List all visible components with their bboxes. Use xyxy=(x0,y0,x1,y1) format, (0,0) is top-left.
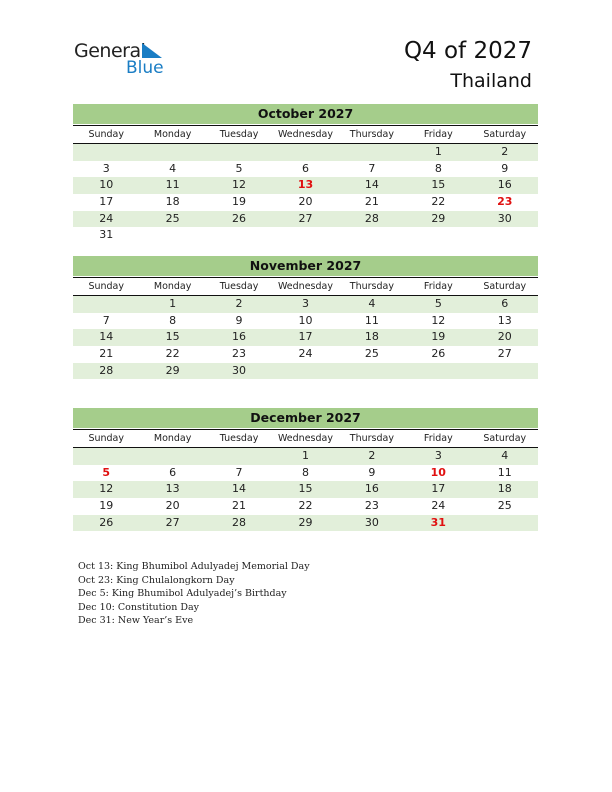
date-cell: 15 xyxy=(431,178,446,192)
date-cell: 18 xyxy=(364,330,379,344)
date-cell xyxy=(206,448,272,465)
day-name: Thursday xyxy=(349,433,394,444)
date-cell xyxy=(472,515,538,532)
date-cell: 12 xyxy=(232,178,247,192)
date-cell: 9 xyxy=(501,161,509,175)
date-cell: 17 xyxy=(99,195,114,209)
date-cell: 1 xyxy=(301,449,309,462)
date-cell: 20 xyxy=(497,330,512,344)
month-calendar xyxy=(73,408,538,531)
date-cell: 7 xyxy=(368,161,376,175)
day-name: Sunday xyxy=(88,129,124,140)
date-cell xyxy=(139,448,205,465)
date-cell xyxy=(206,227,272,244)
date-cell: 28 xyxy=(232,515,247,529)
date-cell xyxy=(272,144,338,161)
week-row xyxy=(73,498,538,515)
country: Thailand xyxy=(450,70,532,92)
day-names-row xyxy=(73,277,538,296)
date-cell: 25 xyxy=(497,499,512,513)
date-cell xyxy=(272,363,338,380)
holiday-note: Oct 13: King Bhumibol Adulyadej Memorial Day xyxy=(78,561,310,572)
date-cell: 29 xyxy=(431,211,446,225)
date-cell: 6 xyxy=(301,161,309,175)
week-row xyxy=(73,296,538,313)
date-cell: 4 xyxy=(169,161,177,175)
logo-general: General xyxy=(74,40,146,62)
date-cell: 19 xyxy=(99,499,114,513)
holiday-note: Dec 5: King Bhumibol Adulyadej’s Birthday xyxy=(78,588,287,599)
date-cell: 4 xyxy=(368,297,376,310)
date-cell xyxy=(139,227,205,244)
date-cell: 28 xyxy=(99,363,114,377)
day-name: Saturday xyxy=(483,433,527,444)
date-cell xyxy=(206,144,272,161)
holiday-date: 13 xyxy=(297,178,314,192)
week-row xyxy=(73,144,538,161)
week-row xyxy=(73,211,538,228)
date-cell xyxy=(73,144,139,161)
week-row xyxy=(73,227,538,244)
date-cell: 19 xyxy=(232,195,247,209)
date-cell: 2 xyxy=(235,297,243,310)
date-cell: 5 xyxy=(434,297,442,310)
logo xyxy=(74,40,164,78)
week-row xyxy=(73,481,538,498)
date-cell: 5 xyxy=(235,161,243,175)
date-cell xyxy=(339,363,405,380)
date-cell: 2 xyxy=(368,449,376,462)
day-name: Thursday xyxy=(349,281,394,292)
date-cell: 12 xyxy=(99,482,114,496)
date-cell: 17 xyxy=(298,330,313,344)
date-cell: 31 xyxy=(99,228,114,242)
date-cell: 13 xyxy=(497,313,512,327)
date-cell: 16 xyxy=(232,330,247,344)
day-names-row xyxy=(73,429,538,448)
week-row xyxy=(73,194,538,211)
week-row xyxy=(73,161,538,178)
day-name: Wednesday xyxy=(277,433,333,444)
month-calendar xyxy=(73,104,538,244)
day-name: Saturday xyxy=(483,129,527,140)
day-name: Tuesday xyxy=(219,433,259,444)
date-cell: 12 xyxy=(431,313,446,327)
date-cell: 24 xyxy=(431,499,446,513)
date-cell: 13 xyxy=(165,482,180,496)
date-cell: 7 xyxy=(235,465,243,479)
date-cell: 15 xyxy=(298,482,313,496)
week-row xyxy=(73,313,538,330)
date-cell: 7 xyxy=(102,313,110,327)
date-cell xyxy=(139,144,205,161)
week-row xyxy=(73,515,538,532)
holiday-note: Dec 31: New Year’s Eve xyxy=(78,615,194,626)
date-cell: 21 xyxy=(364,195,379,209)
date-cell: 9 xyxy=(235,313,243,327)
date-cell: 19 xyxy=(431,330,446,344)
date-cell xyxy=(73,448,139,465)
date-cell: 11 xyxy=(364,313,379,327)
date-cell: 2 xyxy=(501,145,509,158)
date-cell: 8 xyxy=(301,465,309,479)
date-cell: 21 xyxy=(99,347,114,361)
date-cell xyxy=(339,144,405,161)
week-row xyxy=(73,465,538,482)
date-cell: 24 xyxy=(298,347,313,361)
holiday-note: Dec 10: Constitution Day xyxy=(78,601,200,613)
date-cell xyxy=(472,227,538,244)
day-name: Friday xyxy=(423,281,453,292)
date-cell: 1 xyxy=(434,145,442,158)
date-cell: 6 xyxy=(501,297,509,310)
date-cell: 1 xyxy=(169,297,177,310)
date-cell xyxy=(73,296,139,313)
logo-blue: Blue xyxy=(126,58,164,78)
day-name: Tuesday xyxy=(219,281,259,292)
holiday-date: 23 xyxy=(497,195,513,209)
date-cell: 14 xyxy=(364,178,379,192)
date-cell: 3 xyxy=(434,449,442,462)
day-name: Thursday xyxy=(349,129,394,140)
month-calendar xyxy=(73,256,538,379)
date-cell xyxy=(405,227,471,244)
date-cell: 11 xyxy=(497,465,512,479)
month-title: December 2027 xyxy=(73,408,538,428)
day-name: Tuesday xyxy=(219,129,259,140)
date-cell: 30 xyxy=(232,363,247,377)
week-row xyxy=(73,346,538,363)
week-row xyxy=(73,448,538,465)
date-cell: 24 xyxy=(99,211,114,225)
day-name: Saturday xyxy=(483,281,527,292)
date-cell: 14 xyxy=(232,482,247,496)
logo-triangle-icon xyxy=(142,43,162,58)
date-cell xyxy=(405,363,471,380)
week-row xyxy=(73,177,538,194)
date-cell: 30 xyxy=(497,211,512,225)
date-cell: 3 xyxy=(301,297,309,310)
holiday-notes xyxy=(78,560,310,628)
date-cell: 22 xyxy=(431,195,446,209)
week-row xyxy=(73,329,538,346)
month-title: November 2027 xyxy=(73,256,538,276)
date-cell xyxy=(272,227,338,244)
date-cell: 23 xyxy=(232,347,247,361)
day-name: Monday xyxy=(153,129,192,140)
date-cell: 23 xyxy=(364,499,379,513)
holiday-date: 5 xyxy=(102,465,111,479)
date-cell: 11 xyxy=(165,178,180,192)
date-cell: 4 xyxy=(501,449,509,462)
date-cell: 21 xyxy=(232,499,247,513)
date-cell: 26 xyxy=(431,347,446,361)
month-title: October 2027 xyxy=(73,104,538,124)
week-row xyxy=(73,363,538,380)
day-name: Friday xyxy=(423,433,453,444)
date-cell: 10 xyxy=(298,313,313,327)
date-cell: 29 xyxy=(165,363,180,377)
date-cell: 8 xyxy=(169,313,177,327)
date-cell: 29 xyxy=(298,515,313,529)
date-cell: 22 xyxy=(298,499,313,513)
date-cell: 8 xyxy=(434,161,442,175)
date-cell: 16 xyxy=(364,482,379,496)
holiday-note: Oct 23: King Chulalongkorn Day xyxy=(78,574,235,586)
page-title: Q4 of 2027 xyxy=(403,38,532,64)
date-cell: 6 xyxy=(169,465,177,479)
day-name: Sunday xyxy=(88,433,124,444)
date-cell: 27 xyxy=(165,515,180,529)
day-name: Monday xyxy=(153,433,192,444)
date-cell: 26 xyxy=(232,211,247,225)
day-name: Wednesday xyxy=(277,129,333,140)
date-cell: 27 xyxy=(298,211,313,225)
date-cell: 3 xyxy=(102,161,110,175)
date-cell: 10 xyxy=(99,178,114,192)
date-cell: 27 xyxy=(497,347,512,361)
date-cell: 20 xyxy=(165,499,180,513)
day-name: Friday xyxy=(423,129,453,140)
date-cell: 9 xyxy=(368,465,376,479)
day-name: Sunday xyxy=(88,281,124,292)
date-cell: 14 xyxy=(99,330,114,344)
date-cell xyxy=(472,363,538,380)
holiday-date: 10 xyxy=(430,465,446,479)
day-name: Monday xyxy=(153,281,192,292)
date-cell: 20 xyxy=(298,195,313,209)
date-cell: 18 xyxy=(497,482,512,496)
date-cell: 17 xyxy=(431,482,446,496)
day-names-row xyxy=(73,125,538,144)
date-cell: 28 xyxy=(364,211,379,225)
date-cell: 22 xyxy=(165,347,180,361)
day-name: Wednesday xyxy=(277,281,333,292)
date-cell: 15 xyxy=(165,330,180,344)
date-cell: 16 xyxy=(497,178,512,192)
date-cell: 30 xyxy=(364,515,379,529)
date-cell: 25 xyxy=(165,211,180,225)
date-cell xyxy=(339,227,405,244)
date-cell: 18 xyxy=(165,195,180,209)
holiday-date: 31 xyxy=(430,515,446,529)
date-cell: 25 xyxy=(364,347,379,361)
date-cell: 26 xyxy=(99,515,114,529)
